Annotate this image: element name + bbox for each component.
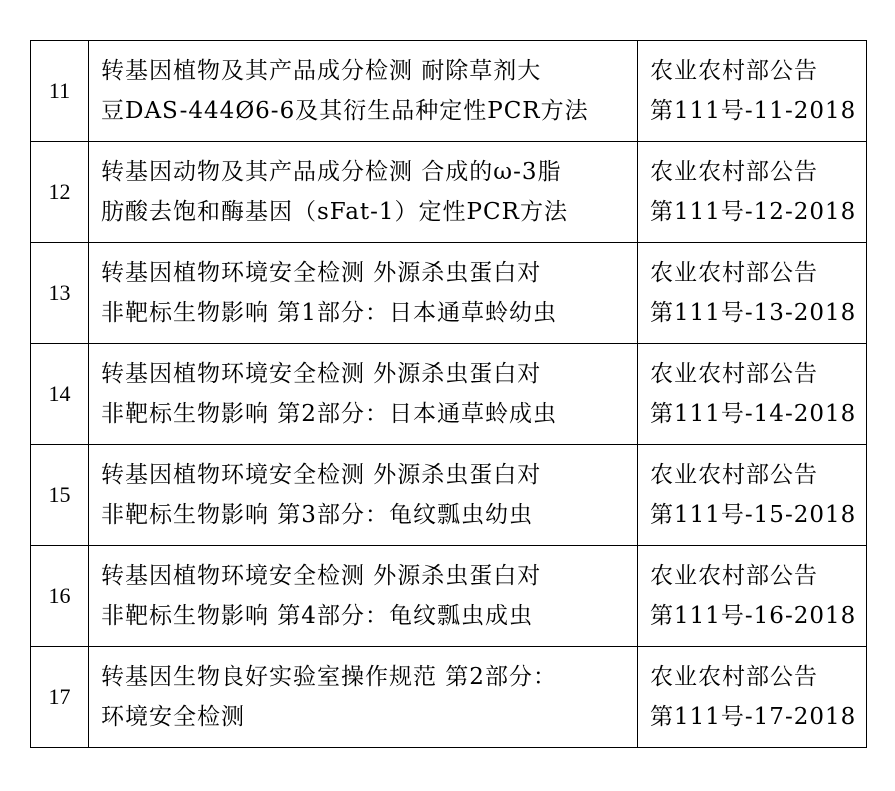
standard-title [89, 243, 638, 344]
announcement-code [638, 41, 867, 142]
standard-title-line: 转基因动物及其产品成分检测 合成的ω-3脂 [101, 159, 562, 185]
standard-title-line: 转基因生物良好实验室操作规范 第2部分： [101, 664, 557, 690]
standard-title-line: 转基因植物环境安全检测 外源杀虫蛋白对 [101, 563, 542, 589]
announcement-code-line: 第111号-17-2018 [650, 704, 857, 730]
announcement-code [638, 546, 867, 647]
table-row [31, 243, 867, 344]
standard-title [89, 445, 638, 546]
standard-title-line: 非靶标生物影响 第4部分：龟纹瓢虫成虫 [101, 603, 533, 629]
standard-title-line: 非靶标生物影响 第3部分：龟纹瓢虫幼虫 [101, 502, 533, 528]
standard-title [89, 142, 638, 243]
standard-title-line: 转基因植物环境安全检测 外源杀虫蛋白对 [101, 260, 542, 286]
row-number: 13 [31, 243, 89, 344]
row-number: 16 [31, 546, 89, 647]
row-number: 17 [31, 647, 89, 748]
standards-table [30, 40, 867, 748]
announcement-code-line: 第111号-11-2018 [650, 98, 857, 124]
announcement-code-line: 农业农村部公告 [650, 563, 818, 589]
announcement-code-line: 第111号-15-2018 [650, 502, 857, 528]
announcement-code [638, 647, 867, 748]
table-row [31, 41, 867, 142]
table-row [31, 142, 867, 243]
standard-title-line: 转基因植物环境安全检测 外源杀虫蛋白对 [101, 361, 542, 387]
table-body [31, 41, 867, 748]
announcement-code-line: 农业农村部公告 [650, 462, 818, 488]
standard-title [89, 546, 638, 647]
announcement-code-line: 第111号-14-2018 [650, 401, 857, 427]
standard-title-line: 非靶标生物影响 第2部分：日本通草蛉成虫 [101, 401, 557, 427]
announcement-code-line: 第111号-12-2018 [650, 199, 857, 225]
row-number: 12 [31, 142, 89, 243]
standard-title-line: 豆DAS-444Ø6-6及其衍生品种定性PCR方法 [101, 98, 589, 124]
announcement-code-line: 第111号-16-2018 [650, 603, 857, 629]
announcement-code [638, 142, 867, 243]
table-row [31, 546, 867, 647]
announcement-code-line: 农业农村部公告 [650, 664, 818, 690]
standard-title [89, 344, 638, 445]
announcement-code-line: 农业农村部公告 [650, 361, 818, 387]
standard-title-line: 非靶标生物影响 第1部分：日本通草蛉幼虫 [101, 300, 557, 326]
standard-title-line: 转基因植物及其产品成分检测 耐除草剂大 [101, 58, 542, 84]
standard-title-line: 转基因植物环境安全检测 外源杀虫蛋白对 [101, 462, 542, 488]
standard-title-line: 肪酸去饱和酶基因（sFat-1）定性PCR方法 [101, 199, 568, 225]
standard-title [89, 41, 638, 142]
announcement-code [638, 344, 867, 445]
table-row [31, 647, 867, 748]
row-number: 15 [31, 445, 89, 546]
announcement-code-line: 农业农村部公告 [650, 58, 818, 84]
standard-title-line: 环境安全检测 [101, 704, 245, 730]
row-number: 14 [31, 344, 89, 445]
table-row [31, 344, 867, 445]
row-number: 11 [31, 41, 89, 142]
announcement-code-line: 农业农村部公告 [650, 159, 818, 185]
announcement-code-line: 第111号-13-2018 [650, 300, 857, 326]
standard-title [89, 647, 638, 748]
announcement-code-line: 农业农村部公告 [650, 260, 818, 286]
announcement-code [638, 243, 867, 344]
table-row [31, 445, 867, 546]
announcement-code [638, 445, 867, 546]
